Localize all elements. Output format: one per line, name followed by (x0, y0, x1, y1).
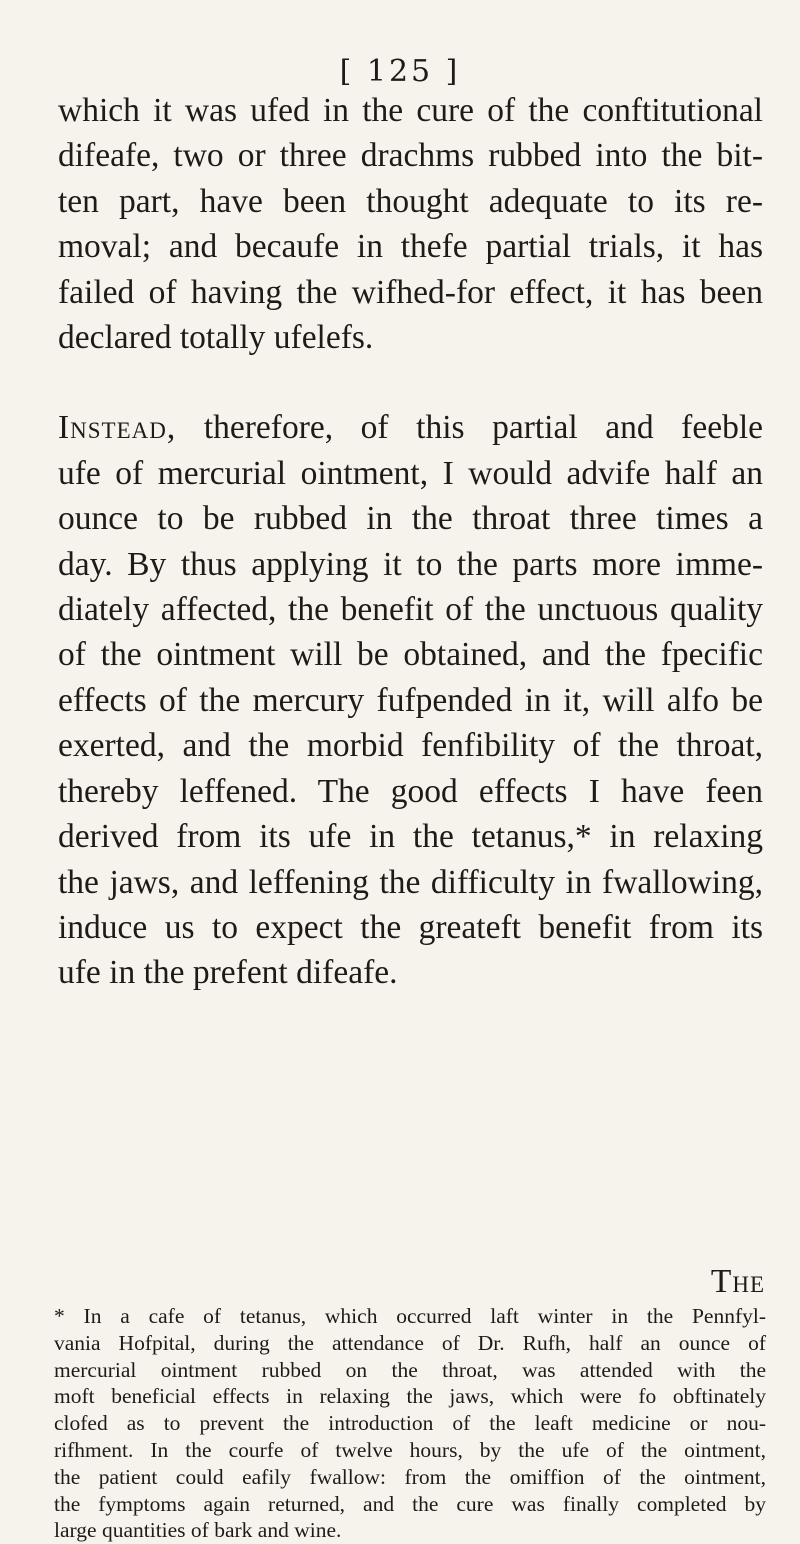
footnote-line: large quantities of bark and wine. (54, 1518, 342, 1543)
lead-word: Instead, (58, 409, 177, 447)
text-line: thereby leffened. The good effects I have feen (58, 772, 763, 810)
text-line: which it was ufed in the cure of the conftitutional (58, 92, 763, 129)
footnote-line: * In a cafe of tetanus, which occurred laft winter in the Pennfyl- (54, 1304, 766, 1328)
footnote-line: the patient could eafily fwallow: from the omiffion of the ointment, (54, 1464, 766, 1489)
lead-line-rest: therefore, of this partial and feeble (176, 409, 763, 447)
text-line: induce us to expect the greateft benefit from its (58, 908, 763, 946)
text-line: effects of the mercury fufpended in it, will alfo be (58, 681, 763, 719)
text-line: ufe of mercurial ointment, I would advife half an (58, 454, 763, 492)
footnote-line: mercurial ointment rubbed on the throat, was attended with the (54, 1357, 766, 1382)
footnote (54, 1303, 766, 1544)
text-line: the jaws, and leffening the difficulty in fwallowing, (58, 863, 763, 901)
text-line (58, 405, 763, 450)
footnote-line: the fymptoms again returned, and the cure was finally completed by (54, 1491, 766, 1516)
text-line: diately affected, the benefit of the unctuous quality (58, 591, 763, 629)
text-line: ufe in the prefent difeafe. (58, 954, 398, 992)
body-text (58, 88, 763, 996)
footnote-line: vania Hofpital, during the attendance of Dr. Rufh, half an ounce of (54, 1330, 766, 1355)
paragraph-1 (58, 88, 763, 360)
footnote-line: clofed as to prevent the introduction of the leaft medicine or nou- (54, 1411, 766, 1436)
text-line: day. By thus applying it to the parts more imme- (58, 545, 763, 583)
text-line: ounce to be rubbed in the throat three times a (58, 500, 763, 538)
text-line: of the ointment will be obtained, and the fpecific (58, 636, 763, 674)
footnote-line: moft beneficial effects in relaxing the jaws, which were fo obftinately (54, 1384, 766, 1409)
catchword: The (710, 1263, 765, 1300)
paragraph-spacer (58, 360, 763, 405)
text-line: ten part, have been thought adequate to its re- (58, 182, 763, 220)
text-line: declared totally ufelefs. (58, 319, 374, 357)
text-line: derived from its ufe in the tetanus,* in relaxing (58, 818, 763, 856)
text-line: moval; and becaufe in thefe partial trials, it has (58, 228, 763, 266)
paragraph-2 (58, 405, 763, 995)
text-line: failed of having the wifhed-for effect, it has been (58, 273, 763, 311)
footnote-line: rifhment. In the courfe of twelve hours, by the ufe of the ointment, (54, 1437, 766, 1462)
text-line: difeafe, two or three drachms rubbed into the bit- (58, 137, 763, 175)
text-line: exerted, and the morbid fenfibility of the throat, (58, 727, 763, 765)
page-number-header: [ 125 ] (339, 54, 461, 89)
